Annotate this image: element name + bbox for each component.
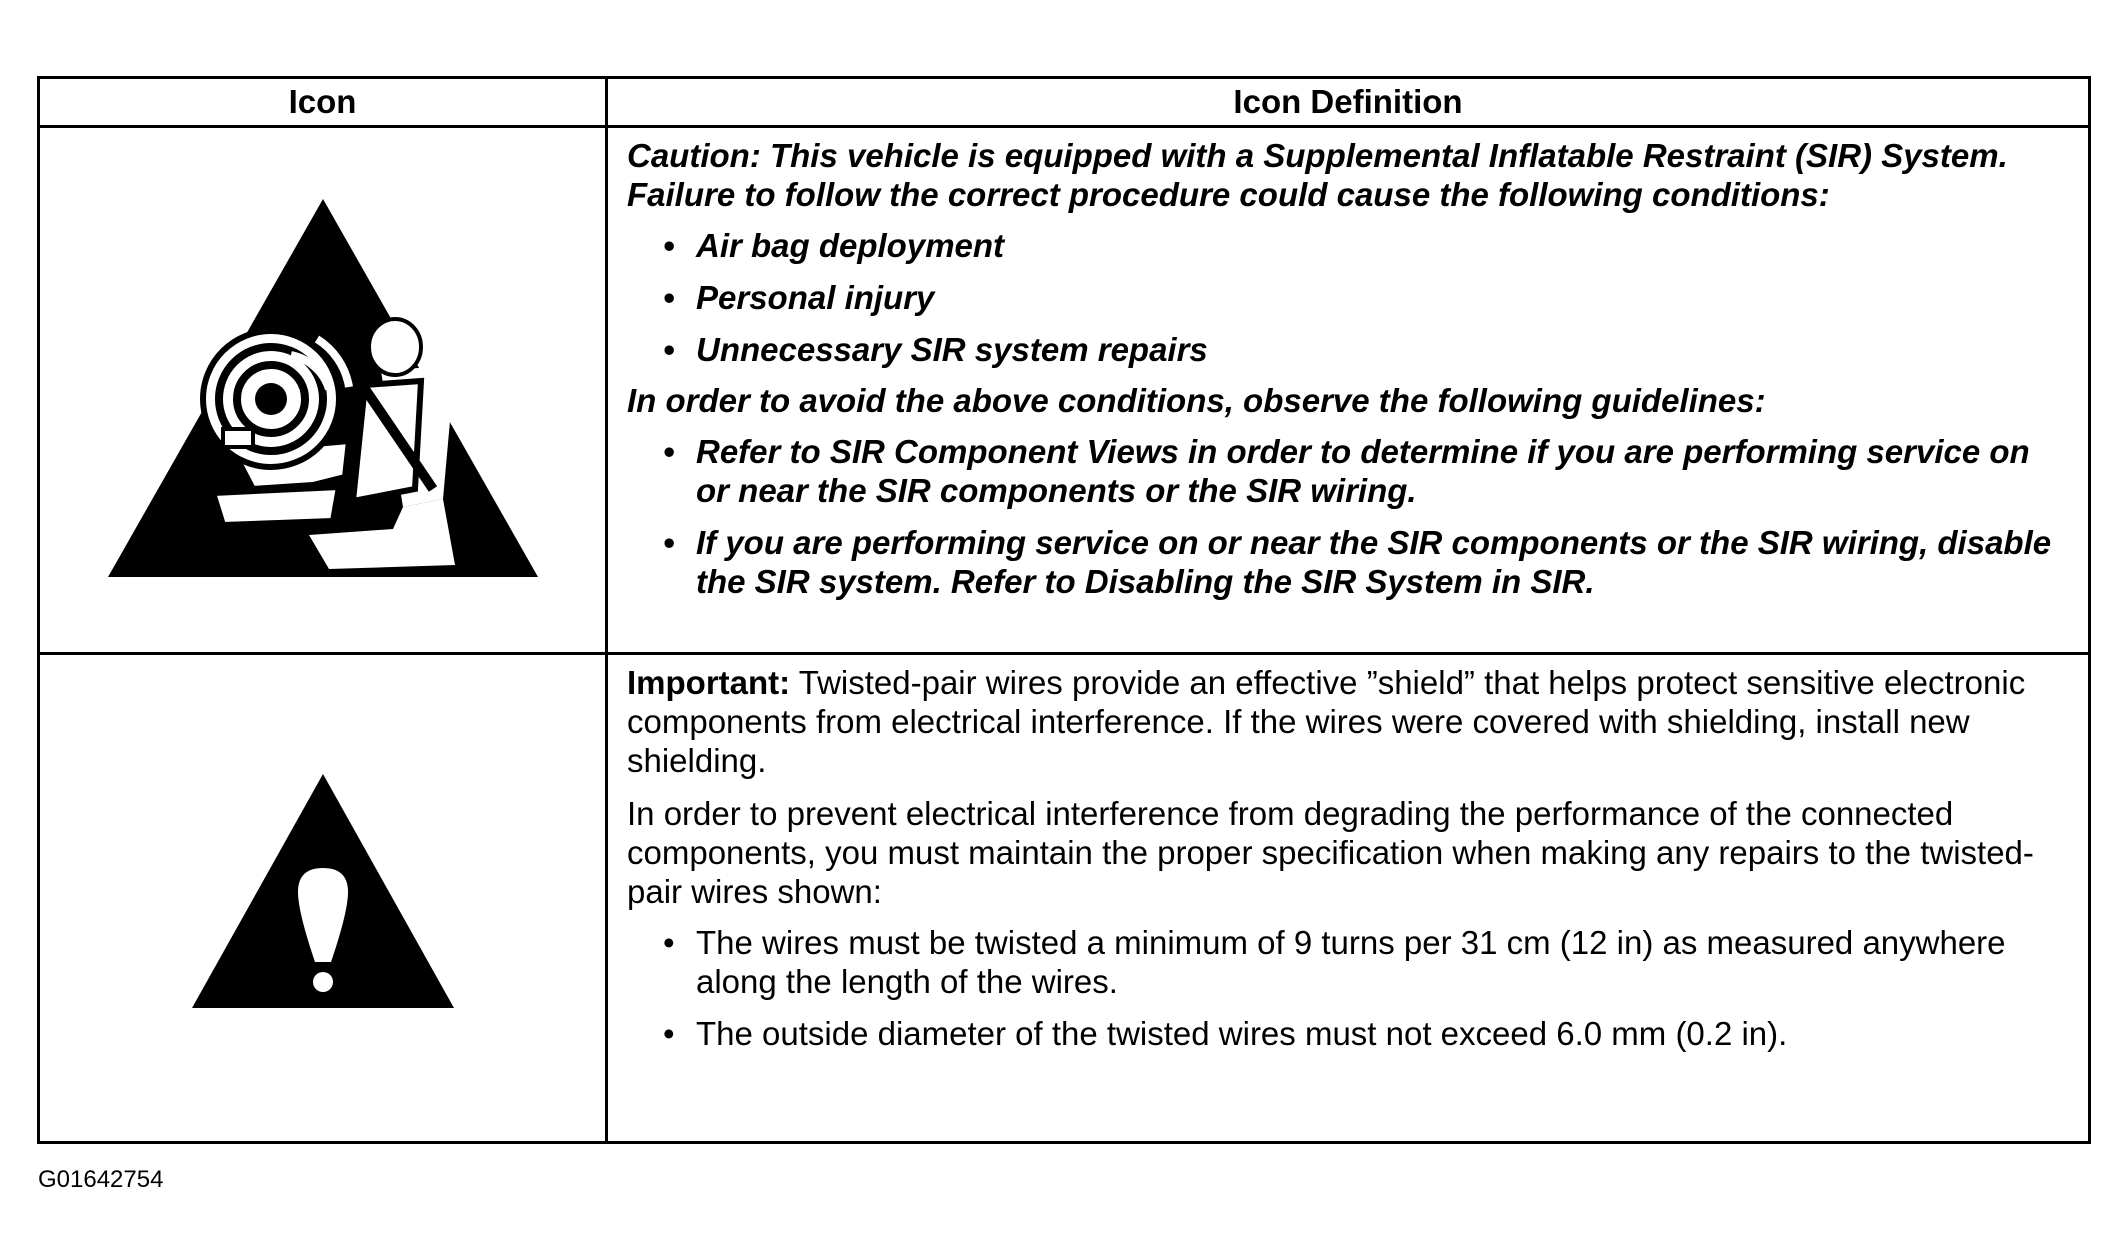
guidelines-list bbox=[627, 432, 2068, 601]
table-header-row bbox=[39, 78, 2090, 127]
figure-id: G01642754 bbox=[38, 1166, 164, 1193]
list-item: • If you are performing service on or near the SIR components or the SIR wiring, disable the SIR system. Refer to Disabling the SIR System in SIR. bbox=[627, 523, 2068, 601]
conditions-list bbox=[627, 226, 2068, 369]
important-label: Important: bbox=[627, 664, 791, 701]
table-row-twisted-pair bbox=[39, 654, 2090, 1143]
table-row-sir-caution bbox=[39, 127, 2090, 654]
icon-definition-table bbox=[37, 76, 2091, 1144]
important-text: Twisted-pair wires provide an effective ”shield” that helps protect sensitive electronic components from electrical interference. If the wires were covered with shielding, install new shielding. bbox=[627, 664, 2026, 779]
list-item: • The outside diameter of the twisted wires must not exceed 6.0 mm (0.2 in). bbox=[627, 1014, 2068, 1053]
airbag-warning-icon bbox=[103, 189, 543, 589]
definition-cell-sir bbox=[607, 127, 2090, 654]
list-item: • Refer to SIR Component Views in order to determine if you are performing service on or near the SIR components or the SIR wiring. bbox=[627, 432, 2068, 510]
specification-paragraph: In order to prevent electrical interference from degrading the performance of the connected components, you must maintain the proper specification when making any repairs to the twisted-pair wires shown: bbox=[627, 795, 2034, 910]
exclamation-warning-icon bbox=[188, 772, 458, 1012]
icon-cell bbox=[39, 654, 607, 1143]
important-note bbox=[627, 663, 2068, 780]
header-icon: Icon bbox=[39, 78, 607, 127]
caution-intro: Caution: This vehicle is equipped with a Supplemental Inflatable Restraint (SIR) System. Failure to follow the correct procedure could cause the following conditions: bbox=[627, 137, 2008, 213]
list-item: • Personal injury bbox=[627, 278, 2068, 317]
icon-cell bbox=[39, 127, 607, 654]
header-icon-definition: Icon Definition bbox=[607, 78, 2090, 127]
list-item: • Air bag deployment bbox=[627, 226, 2068, 265]
list-item: • The wires must be twisted a minimum of 9 turns per 31 cm (12 in) as measured anywhere along the length of the wires. bbox=[627, 923, 2068, 1001]
specification-list bbox=[627, 923, 2068, 1053]
guidelines-intro: In order to avoid the above conditions, observe the following guidelines: bbox=[627, 382, 1766, 419]
definition-cell-twisted-pair bbox=[607, 654, 2090, 1143]
list-item: • Unnecessary SIR system repairs bbox=[627, 330, 2068, 369]
